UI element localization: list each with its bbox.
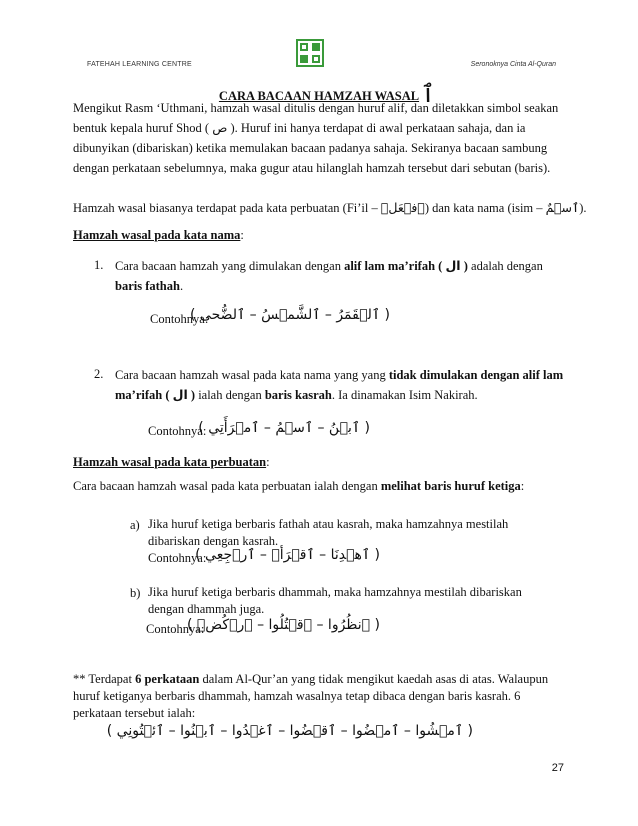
note-line-2: huruf ketiganya berbaris dhammah, hamzah wasalnya tetap dibaca dengan baris kasrah. 6: [73, 689, 521, 703]
sub-b-text: [148, 584, 522, 618]
logo-icon: [296, 39, 324, 67]
hamzah-location-paragraph: [73, 198, 587, 218]
section-verb-heading-text: Hamzah wasal pada kata perbuatan: [73, 455, 267, 469]
sub-a-text: [148, 516, 508, 550]
section-verb-intro-c: :: [520, 479, 525, 493]
item-2-line-1: [115, 365, 567, 385]
note-bold: 6 perkataan: [135, 672, 200, 686]
item-2-line-2: [115, 385, 567, 405]
intro-line-1: Mengikut Rasm ‘Uthmani, hamzah wasal ditulis dengan huruf alif, dan diletakkan simbol seakan: [73, 101, 559, 115]
item-2-text-a: Cara bacaan hamzah wasal pada kata nama yang yang: [115, 368, 386, 382]
note-text-c: dalam Al-Qur’an yang tidak mengikut kaedah asas di atas. Walaupun: [202, 672, 549, 686]
item-1-line-1: [115, 256, 567, 276]
note-line-1: [73, 671, 548, 688]
note-line-3: perkataan tersebut ialah:: [73, 706, 196, 720]
section-verb-heading-colon: :: [266, 455, 270, 469]
section-noun-heading-text: Hamzah wasal pada kata nama: [73, 228, 241, 242]
item-1-text: [115, 256, 567, 296]
sub-a-line-2: dibariskan dengan kasrah.: [148, 534, 279, 548]
item-2-example-label: Contohnya:: [148, 424, 207, 438]
sub-a-example-label: Contohnya:: [148, 551, 207, 565]
para2-text-a: Hamzah wasal biasanya terdapat pada kata perbuatan (Fi’il –: [73, 201, 378, 215]
item-2-bold-a: tidak dimulakan dengan alif lam: [388, 368, 564, 382]
item-1-example-label: Contohnya:: [150, 312, 209, 326]
intro-line-2: [73, 118, 565, 138]
sub-b-example-label: Contohnya:: [146, 622, 205, 636]
para2-arabic-fiil: ٱفۡعَلۡ: [380, 200, 425, 215]
title-arabic-symbol: ٱ: [421, 80, 436, 108]
page-number: 27: [551, 762, 564, 774]
para2-text-b: ) dan kata nama (isim –: [424, 201, 543, 215]
item-2-text-c: . Ia dinamakan Isim Nakirah.: [331, 388, 478, 402]
sub-a-example-arabic: ( ٱهۡدِنَا – ٱقۡرَأۡ – ٱرۡجِعِي ): [195, 547, 380, 563]
intro-line-3: dibunyikan (dibariskan) ketika memulakan bacaan padanya sahaja. Sekiranya bacaan sambung: [73, 141, 548, 155]
intro-shod-letter: ص: [212, 120, 228, 135]
sub-a-line-1: Jika huruf ketiga berbaris fathah atau kasrah, maka hamzahnya mestilah: [148, 517, 509, 531]
item-1-text-b: adalah dengan: [471, 259, 543, 273]
item-1-example-arabic: ( ٱلۡقَمَرُ – ٱلشَّمۡسُ – ٱلضُّحى ): [189, 307, 390, 323]
section-verb-intro: [73, 476, 524, 496]
sub-b-line-2: dengan dhammah juga.: [148, 602, 265, 616]
item-1-line-2: [115, 276, 567, 296]
item-1-text-c: .: [179, 279, 184, 293]
item-1-bold-c: baris fathah: [115, 279, 180, 293]
item-1-number: 1.: [94, 258, 104, 272]
item-1-bold-b: ): [463, 259, 468, 273]
section-verb-intro-bold: melihat baris huruf ketiga: [380, 479, 521, 493]
header-right-text: Seronoknya Cinta Al-Quran: [470, 61, 556, 68]
exception-note: [73, 671, 548, 722]
item-2-bold-c: ): [190, 388, 196, 402]
sub-a-label: a): [130, 518, 140, 532]
para2-arabic-isim: ٱسۡمٌ: [545, 200, 580, 215]
section-verb-heading: [73, 455, 270, 470]
section-noun-heading-colon: :: [240, 228, 244, 242]
item-2-number: 2.: [94, 367, 104, 381]
page-title: CARA BACAAN HAMZAH WASAL: [218, 89, 420, 103]
item-1-text-a: Cara bacaan hamzah yang dimulakan dengan: [115, 259, 341, 273]
intro-line-2-b: ). Huruf ini hanya terdapat di awal perkataan sahaja, dan ia: [230, 121, 526, 135]
item-1-arabic-al: ال: [445, 258, 461, 273]
section-verb-intro-a: Cara bacaan hamzah wasal pada kata perbuatan ialah dengan: [73, 479, 378, 493]
intro-line-4: dengan perkataan sebelumnya, maka gugur atau hilanglah hamzah tersebut dari sebutan (baris).: [73, 161, 551, 175]
item-2-arabic-al: ال: [172, 387, 188, 402]
item-2-bold-b: ma’rifah (: [115, 388, 170, 402]
item-2-text-b: ialah dengan: [198, 388, 262, 402]
item-2-bold-d: baris kasrah: [264, 388, 332, 402]
note-example-arabic: ( ٱمۡشُوا – ٱمۡضُوا – ٱقۡضُوا – ٱغۡدُوا – ٱبۡنُوا – ٱئۡتُونِي ): [106, 723, 473, 739]
section-noun-heading: [73, 228, 244, 243]
para2-text-c: ).: [579, 201, 587, 215]
intro-line-2-a: bentuk kepala huruf Shod (: [73, 121, 210, 135]
sub-b-example-arabic: ( ٱنظُرُوا – ٱقۡتُلُوا – ٱرۡكُضۡ ): [186, 617, 380, 633]
item-2-text: [115, 365, 567, 405]
sub-b-label: b): [130, 586, 141, 600]
item-1-bold-a: alif lam ma’rifah (: [344, 259, 443, 273]
sub-b-line-1: Jika huruf ketiga berbaris dhammah, maka hamzahnya mestilah dibariskan: [148, 585, 522, 599]
header-left-text: FATEHAH LEARNING CENTRE: [87, 61, 192, 68]
note-text-a: ** Terdapat: [73, 672, 132, 686]
intro-paragraph: [73, 98, 565, 178]
item-2-example-arabic: ( ٱبۡنُ – ٱسۡمُ – ٱمۡرَأَتِي ): [198, 420, 370, 436]
